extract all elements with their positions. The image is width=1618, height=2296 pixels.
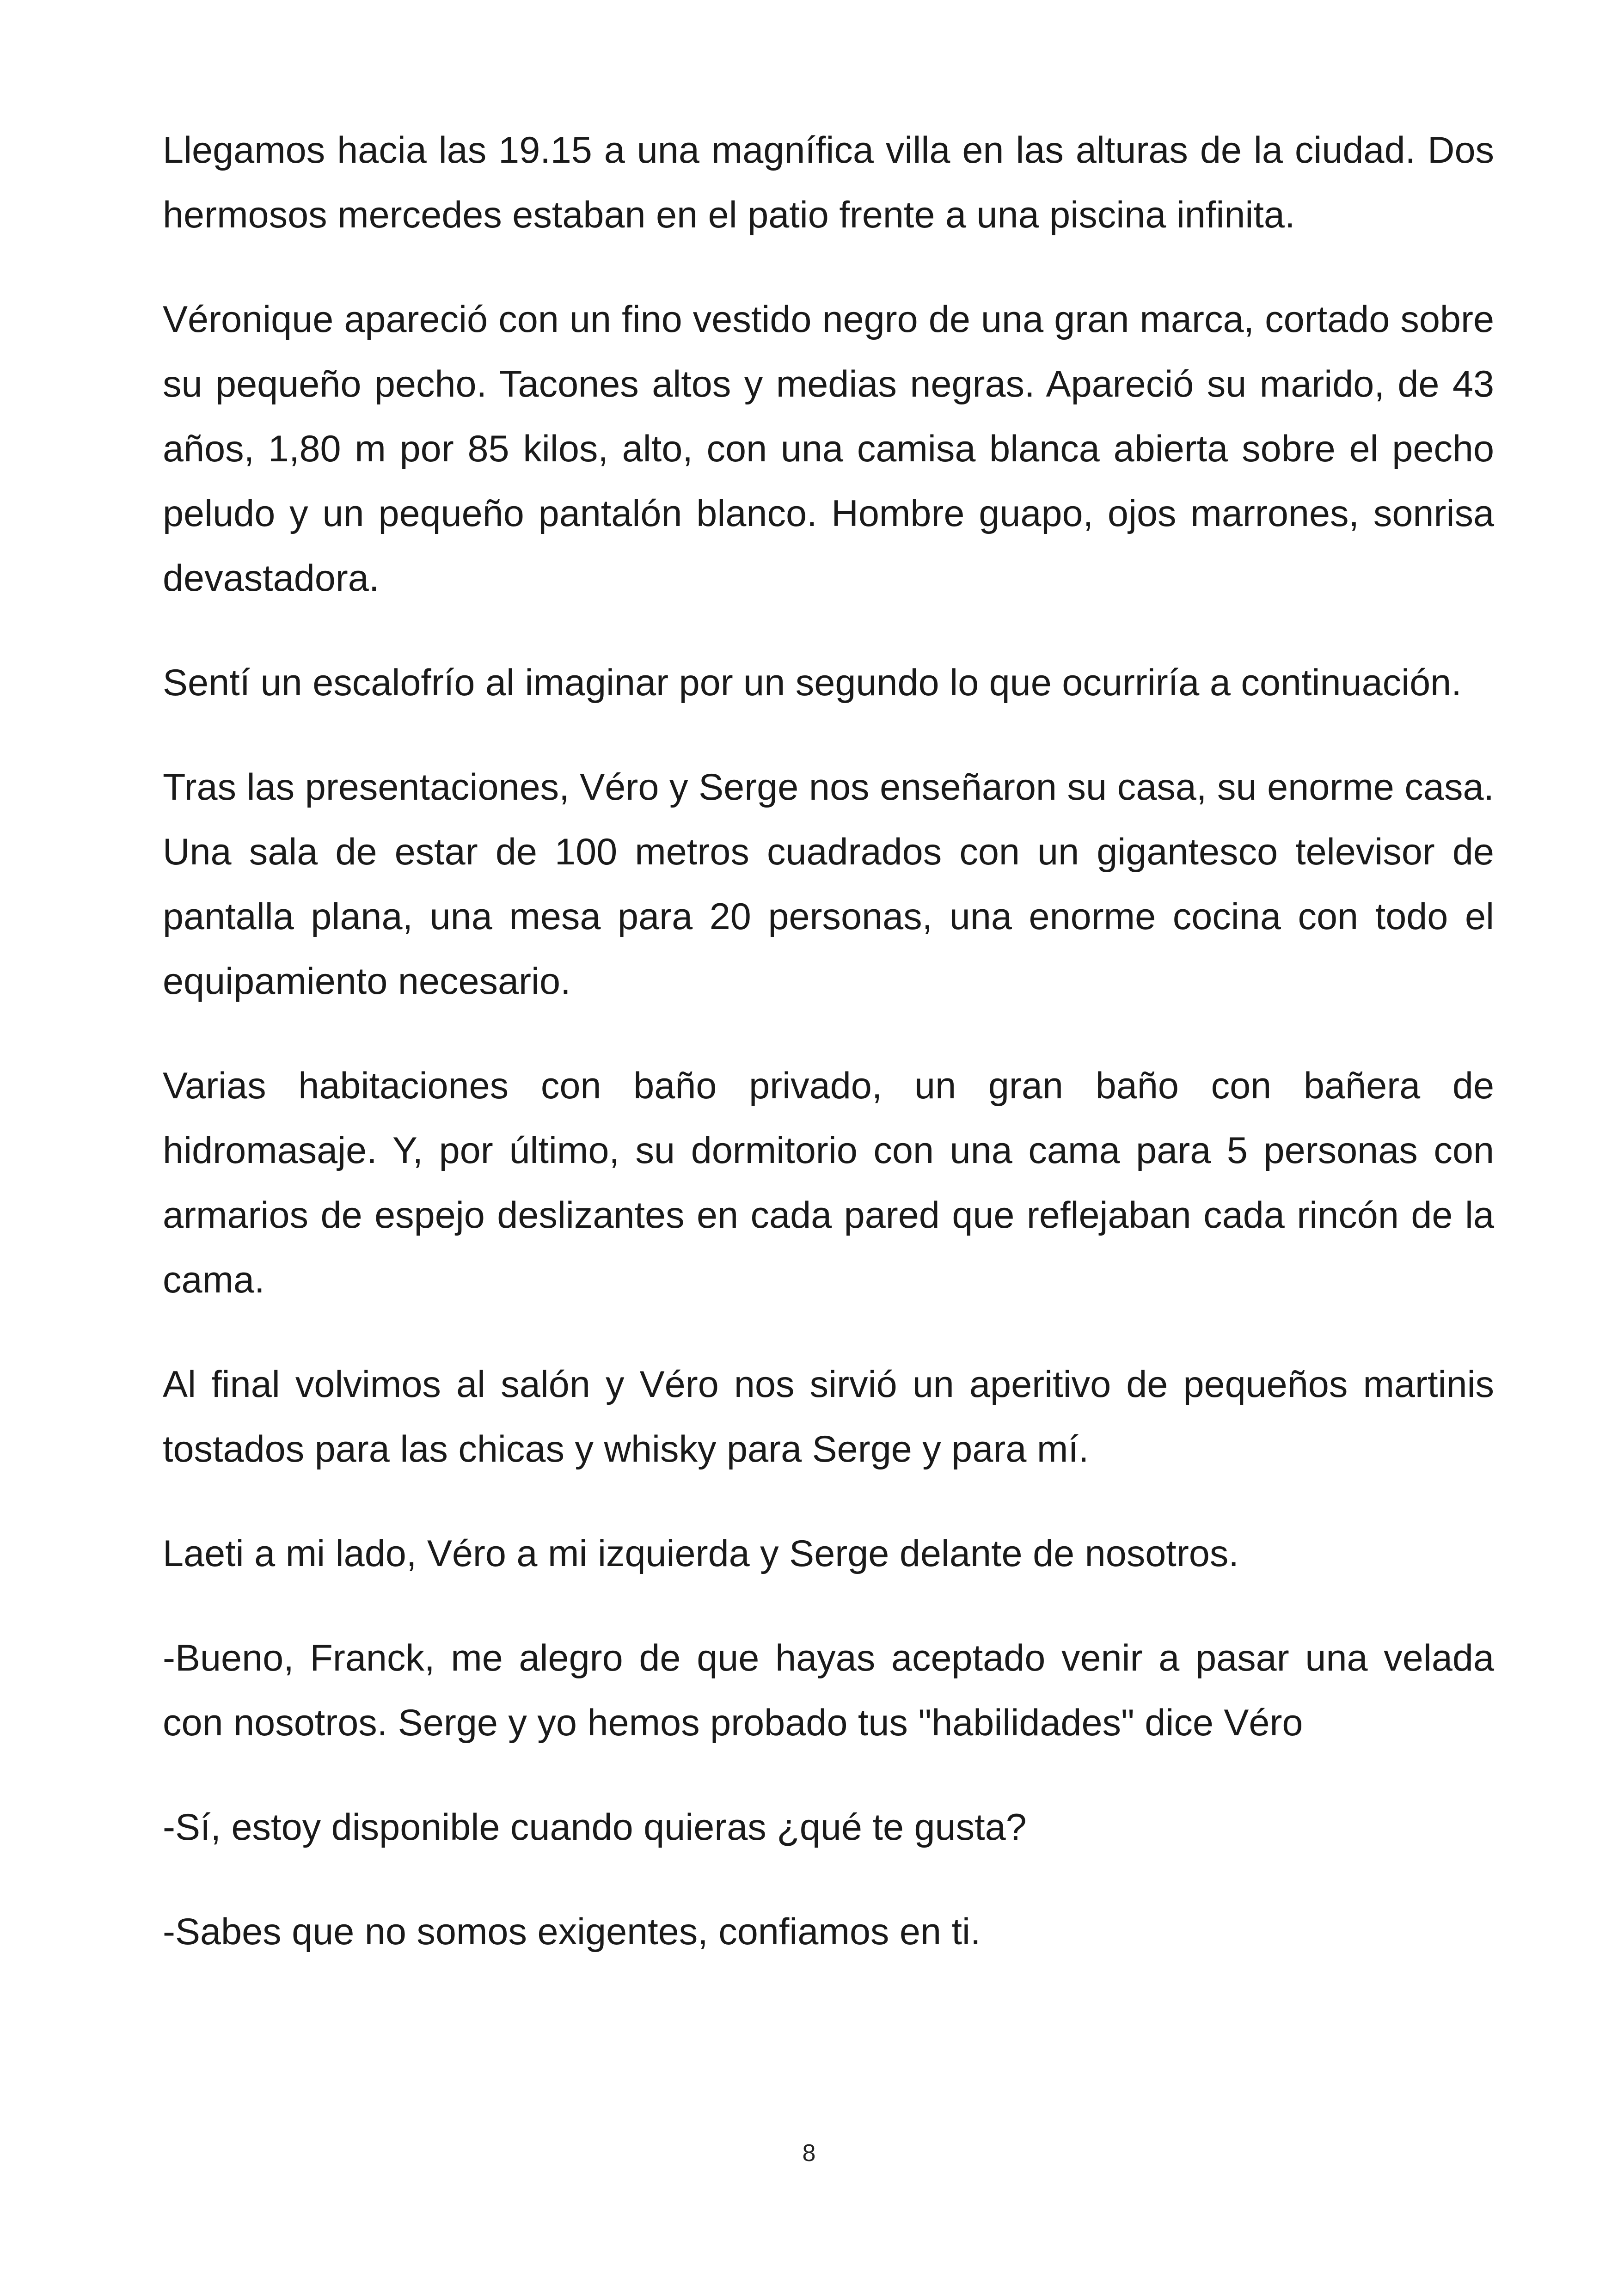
- paragraph: -Sabes que no somos exigentes, confiamos en ti.: [163, 1911, 981, 1953]
- paragraph: Llegamos hacia las 19.15 a una magnífica villa en las alturas de la ciudad. Dos hermosos mercedes estaban en el patio frente a una piscina infinita.: [163, 129, 1494, 236]
- paragraph: Varias habitaciones con baño privado, un gran baño con bañera de hidromasaje. Y, por último, su dormitorio con una cama para 5 personas con armarios de espejo deslizantes en cada pared que reflejaban cada rincón de la cama.: [163, 1065, 1494, 1301]
- paragraph: -Bueno, Franck, me alegro de que hayas aceptado venir a pasar una velada con nosotros. Serge y yo hemos probado tus "habilidades" dice Véro: [163, 1637, 1494, 1744]
- paragraph: Sentí un escalofrío al imaginar por un segundo lo que ocurriría a continuación.: [163, 662, 1462, 704]
- paragraph: Laeti a mi lado, Véro a mi izquierda y Serge delante de nosotros.: [163, 1533, 1239, 1574]
- paragraph: Al final volvimos al salón y Véro nos sirvió un aperitivo de pequeños martinis tostados para las chicas y whisky para Serge y para mí.: [163, 1364, 1494, 1470]
- page-number: 8: [802, 2140, 816, 2167]
- document-body: [163, 118, 1494, 2004]
- paragraph: Tras las presentaciones, Véro y Serge nos enseñaron su casa, su enorme casa. Una sala de estar de 100 metros cuadrados con un gigantesco televisor de pantalla plana, una mesa para 20 personas, una enorme cocina con todo el equipamiento necesario.: [163, 766, 1494, 1002]
- paragraph: Véronique apareció con un fino vestido negro de una gran marca, cortado sobre su pequeño pecho. Tacones altos y medias negras. Apareció su marido, de 43 años, 1,80 m por 85 kilos, alto, con una camisa blanca abierta sobre el pecho peludo y un pequeño pantalón blanco. Hombre guapo, ojos marrones, sonrisa devastadora.: [163, 299, 1494, 599]
- paragraph: -Sí, estoy disponible cuando quieras ¿qué te gusta?: [163, 1806, 1027, 1848]
